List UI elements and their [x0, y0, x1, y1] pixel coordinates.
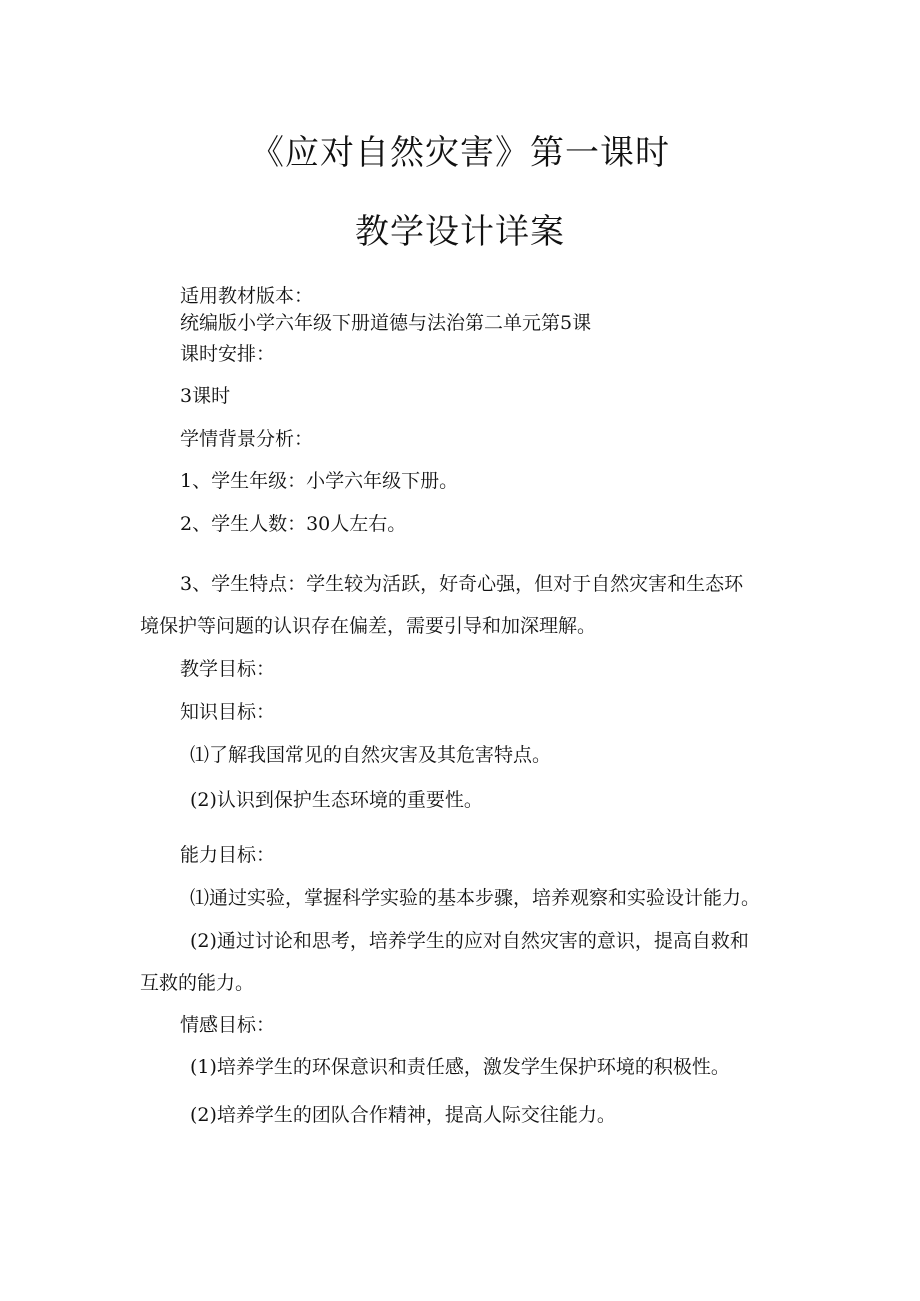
background-item: 1、学生年级：小学六年级下册。 — [180, 470, 459, 492]
background-label: 学情背景分析： — [180, 428, 314, 450]
knowledge-label: 知识目标： — [180, 701, 276, 723]
material-value: 统编版小学六年级下册道德与法治第二单元第5课 — [180, 312, 592, 334]
ability-item: ⑴通过实验，掌握科学实验的基本步骤，培养观察和实验设计能力。 — [190, 887, 761, 909]
emotion-label: 情感目标： — [180, 1014, 276, 1036]
knowledge-item: ⑴了解我国常见的自然灾害及其危害特点。 — [190, 744, 552, 766]
schedule-value: 3课时 — [180, 385, 231, 407]
background-item: 境保护等问题的认识存在偏差，需要引导和加深理解。 — [140, 615, 597, 637]
document-title: 《应对自然灾害》第一课时 — [250, 133, 670, 173]
material-label: 适用教材版本： — [180, 285, 314, 307]
background-item: 3、学生特点：学生较为活跃，好奇心强，但对于自然灾害和生态环 — [180, 573, 744, 595]
goals-label: 教学目标： — [180, 658, 276, 680]
schedule-label: 课时安排： — [180, 343, 276, 365]
knowledge-item: (2)认识到保护生态环境的重要性。 — [190, 789, 483, 811]
ability-item: 互救的能力。 — [140, 972, 255, 994]
ability-label: 能力目标： — [180, 844, 276, 866]
emotion-item: (1)培养学生的环保意识和责任感，激发学生保护环境的积极性。 — [190, 1056, 730, 1078]
ability-item: (2)通过讨论和思考，培养学生的应对自然灾害的意识，提高自救和 — [190, 930, 749, 952]
emotion-item: (2)培养学生的团队合作精神，提高人际交往能力。 — [190, 1104, 616, 1126]
background-item: 2、学生人数：30人左右。 — [180, 513, 407, 535]
document-subtitle: 教学设计详案 — [355, 212, 565, 252]
